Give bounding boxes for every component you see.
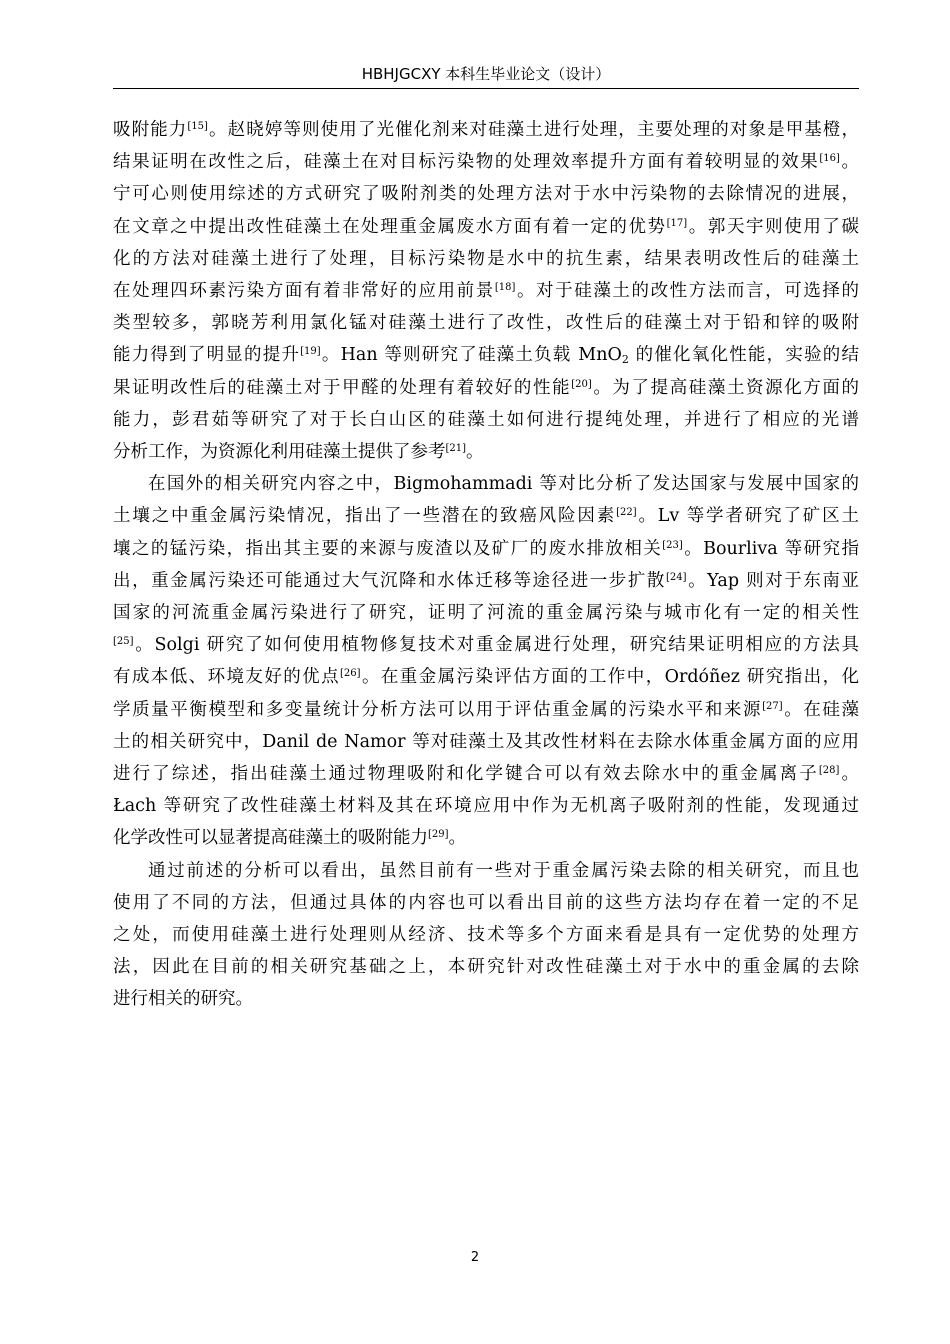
text-segment: 。Bourliva 等研究指	[682, 538, 860, 559]
text-segment: 土的相关研究中，Danil de Namor 等对硅藻土及其改性材料在去除水体重金属方面的应用	[113, 731, 859, 752]
text-segment: 进行相关的研究。	[113, 989, 253, 1010]
text-segment: 。Solgi 研究了如何使用植物修复技术对重金属进行处理，研究结果证明相应的方法具	[133, 635, 859, 656]
text-segment: 。赵晓婷等则使用了光催化剂来对硅藻土进行处理，主要处理的对象是甲基橙，	[207, 120, 860, 140]
text-segment: 吸附能力	[113, 120, 188, 140]
text-segment: 分析工作，为资源化利用硅藻土提供了参考	[113, 442, 446, 463]
text-line	[113, 533, 859, 565]
text-segment: 能力得到了明显的提升	[113, 345, 301, 366]
text-line	[113, 887, 859, 919]
text-segment: 出，重金属污染还可能通过大气沉降和水体迁移等途径进一步扩散	[113, 570, 667, 591]
text-segment: 在国外的相关研究内容之中，Bigmohammadi 等对比分析了发达国家与发展中国家的	[148, 474, 859, 495]
text-line	[113, 597, 859, 629]
text-segment: 。Lv 等学者研究了矿区土	[636, 506, 859, 527]
citation-ref: [29]	[428, 829, 449, 841]
citation-ref: [17]	[666, 217, 688, 229]
text-segment: 法，因此在目前的相关研究基础之上，本研究针对改性硅藻土对于水中的重金属的去除	[113, 957, 859, 978]
text-segment: 。	[839, 764, 859, 785]
text-line	[113, 629, 859, 661]
text-segment: 。为了提高硅藻土资源化方面的	[591, 377, 860, 398]
text-line	[113, 372, 859, 404]
text-line	[113, 307, 859, 339]
text-line	[113, 275, 859, 307]
chemical-subscript: 2	[621, 353, 629, 367]
citation-ref: [20]	[571, 378, 592, 390]
text-line	[113, 436, 859, 468]
text-segment: 结果证明在改性之后，硅藻土在对目标污染物的处理效率提升方面有着较明显的效果	[113, 152, 820, 173]
page-number: 2	[470, 1250, 480, 1265]
text-segment: 。对于硅藻土的改性方法而言，可选择的	[515, 281, 860, 302]
text-line	[113, 243, 859, 275]
text-segment: 之处，而使用硅藻土进行处理则从经济、技术等多个方面来看是具有一定优势的处理方	[113, 925, 859, 946]
text-segment: 。Yap 则对于东南亚	[686, 570, 859, 591]
text-segment: 在文章之中提出改性硅藻土在处理重金属废水方面有着一定的优势	[113, 216, 667, 237]
text-line	[113, 404, 859, 436]
text-line	[113, 790, 859, 822]
citation-ref: [16]	[819, 153, 840, 165]
text-line	[113, 146, 859, 178]
text-segment: 宁可心则使用综述的方式研究了吸附剂类的处理方法对于水中污染物的去除情况的进展，	[113, 184, 859, 205]
text-segment: Łach 等研究了改性硅藻土材料及其在环境应用中作为无机离子吸附剂的性能，发现通过	[113, 796, 859, 817]
text-line	[113, 919, 859, 951]
text-line	[113, 565, 859, 597]
text-segment: 进行了综述，指出硅藻土通过物理吸附和化学键合可以有效去除水中的重金属离子	[113, 764, 819, 785]
citation-ref: [15]	[187, 121, 208, 132]
document-body	[113, 114, 859, 1016]
text-line	[113, 983, 859, 1015]
text-line	[113, 822, 859, 854]
text-segment: 国家的河流重金属污染进行了研究，证明了河流的重金属污染与城市化有一定的相关性	[113, 603, 859, 624]
text-segment: 果证明改性后的硅藻土对于甲醛的处理有着较好的性能	[113, 377, 572, 398]
text-segment: 有成本低、环境友好的优点	[113, 667, 341, 688]
text-line	[113, 211, 859, 243]
text-segment: 在处理四环素污染方面有着非常好的应用前景	[113, 281, 495, 302]
citation-ref: [26]	[340, 668, 361, 680]
text-line	[113, 855, 859, 887]
text-line	[113, 468, 859, 500]
citation-ref: [28]	[818, 765, 840, 777]
paragraph	[113, 468, 859, 854]
text-segment: 的催化氧化性能，实验的结	[628, 345, 859, 366]
text-line	[113, 726, 859, 758]
citation-ref: [18]	[494, 282, 516, 294]
text-segment: 。Han 等则研究了硅藻土负载 MnO	[320, 345, 622, 366]
text-segment: 。在硅藻	[782, 699, 860, 720]
text-segment: 。	[839, 152, 859, 173]
text-segment: 。	[448, 828, 467, 849]
citation-ref: [19]	[300, 346, 321, 358]
text-segment: 土壤之中重金属污染情况，指出了一些潜在的致癌风险因素	[113, 506, 617, 527]
text-line	[113, 339, 859, 371]
paragraph	[113, 855, 859, 1016]
citation-ref: [27]	[762, 700, 783, 712]
text-segment: 学质量平衡模型和多变量统计分析方法可以用于评估重金属的污染水平和来源	[113, 699, 763, 720]
text-line	[113, 758, 859, 790]
text-line	[113, 500, 859, 532]
page-header	[113, 64, 859, 84]
text-segment: 壤之的锰污染，指出其主要的来源与废渣以及矿厂的废水排放相关	[113, 538, 663, 559]
text-line	[113, 178, 859, 210]
text-segment: 。郭天宇则使用了碳	[687, 216, 860, 237]
citation-ref: [21]	[445, 443, 467, 455]
text-segment: 使用了不同的方法，但通过具体的内容也可以看出目前的这些方法均存在着一定的不足	[113, 892, 859, 913]
text-segment: 类型较多，郭晓芳利用氯化锰对硅藻土进行了改性，改性后的硅藻土对于铅和锌的吸附	[113, 313, 859, 334]
text-segment: 化的方法对硅藻土进行了处理，目标污染物是水中的抗生素，结果表明改性后的硅藻土	[113, 248, 859, 269]
header-title: HBHJGCXY 本科生毕业论文（设计）	[361, 65, 611, 83]
citation-ref: [23]	[662, 539, 683, 551]
text-segment: 。	[466, 442, 484, 463]
text-segment: 能力，彭君茹等研究了对于长白山区的硅藻土如何进行提纯处理，并进行了相应的光谱	[113, 409, 859, 430]
text-line	[113, 661, 859, 693]
text-segment: 化学改性可以显著提高硅藻土的吸附能力	[113, 828, 428, 849]
text-line	[113, 114, 859, 146]
header-rule	[113, 88, 859, 89]
paragraph	[113, 114, 859, 468]
text-line	[113, 694, 859, 726]
citation-ref: [24]	[666, 571, 687, 583]
citation-ref: [22]	[616, 507, 637, 519]
citation-ref: [25]	[113, 636, 134, 648]
text-segment: 通过前述的分析可以看出，虽然目前有一些对于重金属污染去除的相关研究，而且也	[148, 860, 859, 881]
text-line	[113, 951, 859, 983]
text-segment: 。在重金属污染评估方面的工作中，Ordóñez 研究指出，化	[360, 667, 860, 688]
